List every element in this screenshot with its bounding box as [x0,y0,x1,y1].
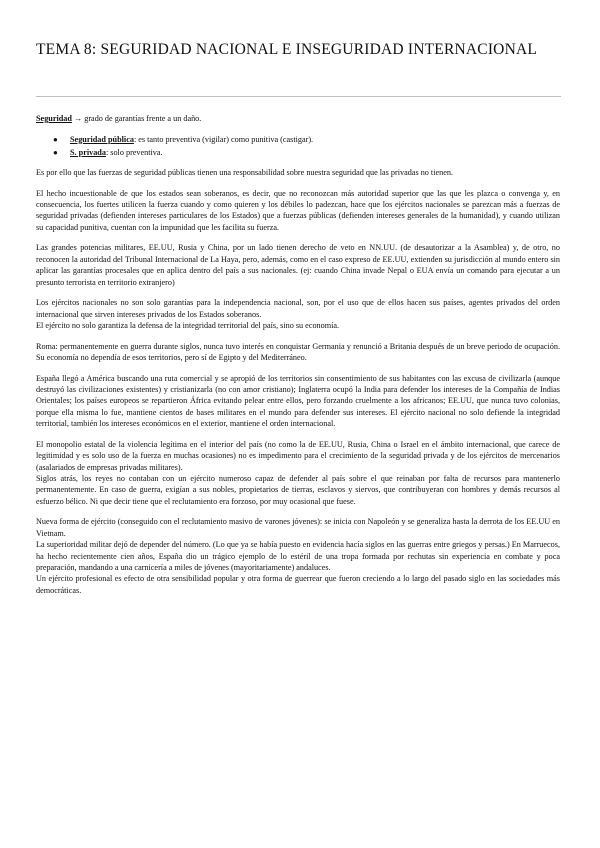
definition-text: grado de garantías frente a un daño. [82,114,202,123]
list-item-text: : solo preventiva. [105,147,163,157]
paragraph: El hecho incuestionable de que los estados sean soberanos, es decir, que no reconozcan más autoridad superior que las que les plazca o convenga y, en consecuencia, los fuertes utilicen la fuerza cuando y como quieren y los débiles lo padezcan, hace que los ejércitos nacionales se parezcan más a fuerzas de seguridad privadas (defienden intereses particulares de los Estados) que a fuerzas públicas (defienden intereses generales de la humanidad), y cuando utilizan su capacidad punitiva, cuentan con la impunidad que les facilita su fuerza. [36,188,560,232]
title-divider [36,96,561,97]
list-item [53,147,560,158]
list-item [53,134,560,145]
security-types-list [36,134,560,158]
definition-term: Seguridad [36,114,72,123]
list-item-term: S. privada [70,147,106,157]
paragraph: Roma: permanentemente en guerra durante siglos, nunca tuvo interés en conquistar Germania y renunció a Britania después de un breve periodo de ocupación. Su economía no dependía de esos territorios, pero sí de Egipto y del Mediterráneo. [36,341,560,362]
bullet-icon: ● [53,147,58,157]
paragraph: Es por ello que las fuerzas de seguridad públicas tienen una responsabilidad sobre nuestra seguridad que las privadas no tienen. [36,167,453,177]
paragraphs [36,167,560,596]
paragraph: Las grandes potencias militares, EE.UU, Rusia y China, por un lado tienen derecho de veto en NN.UU. (de desautorizar a la Asamblea) y, de otro, no reconocen la autoridad del Tribunal Internacional de La Haya, pero, además, como en el caso expreso de EE.UU, extienden su jurisdicción al mundo entero sin aplicar las garantías procesales que en aplica dentro del país a sus nacionales. (ej: cuando China invade Nepal o EUA envía un comando para ejecutar a un presunto terrorista en territorio extranjero) [36,243,560,287]
definition-line [36,113,560,124]
paragraph: Los ejércitos nacionales no son solo garantías para la independencia nacional, son, por el uso que de ellos hacen sus países, agentes privados del orden internacional que sirven intereses privados de los Estados soberanos. El ejército no solo garantiza la defensa de la integridad territorial del país, sino su economía. [36,298,560,330]
bullet-icon: ● [53,134,58,144]
paragraph: El monopolio estatal de la violencia legítima en el interior del país (no como la de EE.UU, Rusia, China o Israel en el ámbito internacional, que carece de legitimidad y es solo uso de la fuerza en muchas ocasiones) no es impedimento para el crecimiento de la seguridad privada y de los ejércitos de mercenarios (asalariados de empresas privadas militares). Siglos atrás, los reyes no contaban con un ejército numeroso capaz de defender al país sobre el que reinaban por falta de recursos para mantenerlo permanentemente. En caso de guerra, exigían a sus nobles, propietarios de tierras, esclavos y siervos, que contribuyeran con hombres y demás recursos al esfuerzo bélico. Ni que decir tiene que el reclutamiento era forzoso, por muy ocasional que fuese. [36,439,560,506]
document-body [36,113,560,605]
paragraph: Nueva forma de ejército (conseguido con el reclutamiento masivo de varones jóvenes): se inicia con Napoleón y se generaliza hasta la derrota de los EE.UU en Vietnam. La superioridad militar dejó de depender del número. (Lo que ya se había puesto en evidencia hacía siglos en las guerras entre griegos y persas.) En Marruecos, ha hecho recientemente cien años, España dio un trágico ejemplo de lo estéril de una tropa formada por rechutas sin experiencia en combate y poca preparación, mandando a una carnicería a miles de jóvenes (mayoritariamente) andaluces. Un ejército profesional es efecto de otra sensibilidad popular y otra forma de guerrear que fueron creciendo a lo largo del pasado siglo en las sociedades más democráticas. [36,517,560,595]
list-item-term: Seguridad pública [70,134,134,144]
paragraph: España llegó a América buscando una ruta comercial y se apropió de los territorios sin consentimiento de sus habitantes con las excusa de civilizarla (aunque destruyó las civilizaciones existentes) y cristianizarla (no con amor cristiano); Inglaterra ocupó la India para defender los intereses de la Compañía de Indias Orientales; los países europeos se repartieron África evitando pelear entre ellos, pero forzando cruelmente a los africanos; EE.UU, que nunca tuvo colonias, porque ella misma lo fue, mantiene cientos de bases militares en el mundo para defender sus intereses. El ejército nacional no solo defiende la integridad territorial, también los intereses económicos en el exterior, mantiene el orden internacional. [36,373,560,429]
list-item-text: : es tanto preventiva (vigilar) como punitiva (castigar). [133,134,314,144]
arrow-icon: → [74,114,83,123]
document-title: TEMA 8: SEGURIDAD NACIONAL E INSEGURIDAD INTERNACIONAL [36,41,538,58]
